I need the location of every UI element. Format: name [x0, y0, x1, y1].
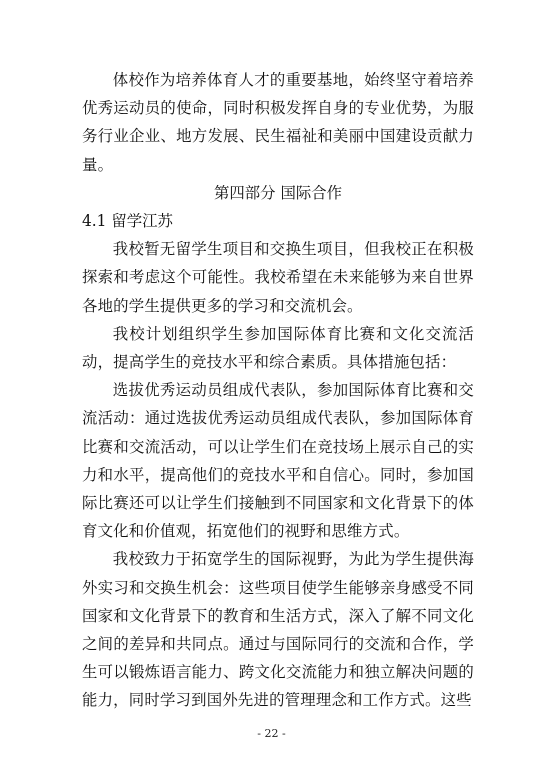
page-content — [82, 66, 474, 715]
intro-paragraph: 体校作为培养体育人才的重要基地，始终坚守着培养优秀运动员的使命，同时积极发挥自身的专业优势，为服务行业企业、地方发展、民生福祉和美丽中国建设贡献力量。 — [82, 71, 474, 174]
section-title: 第四部分 国际合作 — [213, 183, 343, 202]
subsection-title: 4.1 留学江苏 — [82, 212, 173, 231]
body-paragraph-2: 我校计划组织学生参加国际体育比赛和文化交流活动，提高学生的竞技水平和综合素质。具体措施包括： — [82, 324, 474, 372]
body-paragraph-4: 我校致力于拓宽学生的国际视野，为此为学生提供海外实习和交换生机会：这些项目使学生能够亲身感受不同国家和文化背景下的教育和生活方式，深入了解不同文化之间的差异和共同点。通过与国际同行的交流和合作，学生可以锻炼语言能力、跨文化交流能力和独立解决问题的能力，同时学习到国外先进的管理理念和工作方式。这些 — [82, 550, 474, 710]
body-paragraph-3: 选拔优秀运动员组成代表队，参加国际体育比赛和交流活动：通过选拔优秀运动员组成代表队，参加国际体育比赛和交流活动，可以让学生们在竞技场上展示自己的实力和水平，提高他们的竞技水平和自信心。同时，参加国际比赛还可以让学生们接触到不同国家和文化背景下的体育文化和价值观，拓宽他们的视野和思维方式。 — [82, 381, 474, 541]
body-paragraph-1: 我校暂无留学生项目和交换生项目，但我校正在积极探索和考虑这个可能性。我校希望在未来能够为来自世界各地的学生提供更多的学习和交流机会。 — [82, 240, 474, 315]
page-number: - 22 - — [257, 727, 286, 740]
